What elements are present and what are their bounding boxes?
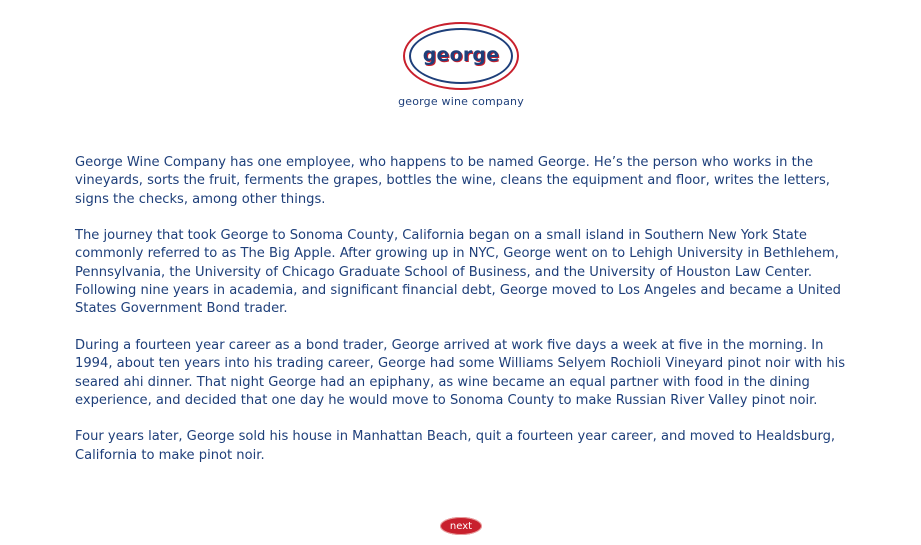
logo-outer-oval — [403, 22, 519, 90]
next-button[interactable]: next — [440, 517, 482, 535]
about-content — [75, 154, 855, 483]
paragraph-4: Four years later, George sold his house in Manhattan Beach, quit a fourteen year career, and moved to Healdsburg, California to make pinot noir. — [75, 429, 836, 463]
logo-inner-oval — [409, 28, 513, 84]
paragraph-2: The journey that took George to Sonoma County, California began on a small island in Southern New York State commonly referred to as The Big Apple. After growing up in NYC, George went on to Lehigh University in Bethlehem, Pennsylvania, the University of Chicago Graduate School of Business, and the University of Houston Law Center. Following nine years in academia, and significant financial debt, George moved to Los Angeles and became a United States Government Bond trader. — [75, 228, 841, 317]
company-name: george wine company — [398, 95, 524, 108]
paragraph-3: During a fourteen year career as a bond trader, George arrived at work five days a week at five in the morning. In 1994, about ten years into his trading career, George had some Williams Selyem Rochioli Vineyard pinot noir with his seared ahi dinner. That night George had an epiphany, as wine became an equal partner with food in the dining experience, and decided that one day he would move to Sonoma County to make Russian River Valley pinot noir. — [75, 337, 846, 408]
paragraph-1: George Wine Company has one employee, who happens to be named George. He’s the person who works in the vineyards, sorts the fruit, ferments the grapes, bottles the wine, cleans the equipment and floor, writes the letters, signs the checks, among other things. — [75, 155, 830, 207]
george-logo[interactable] — [403, 22, 519, 90]
logo-wordmark: george — [422, 44, 500, 66]
